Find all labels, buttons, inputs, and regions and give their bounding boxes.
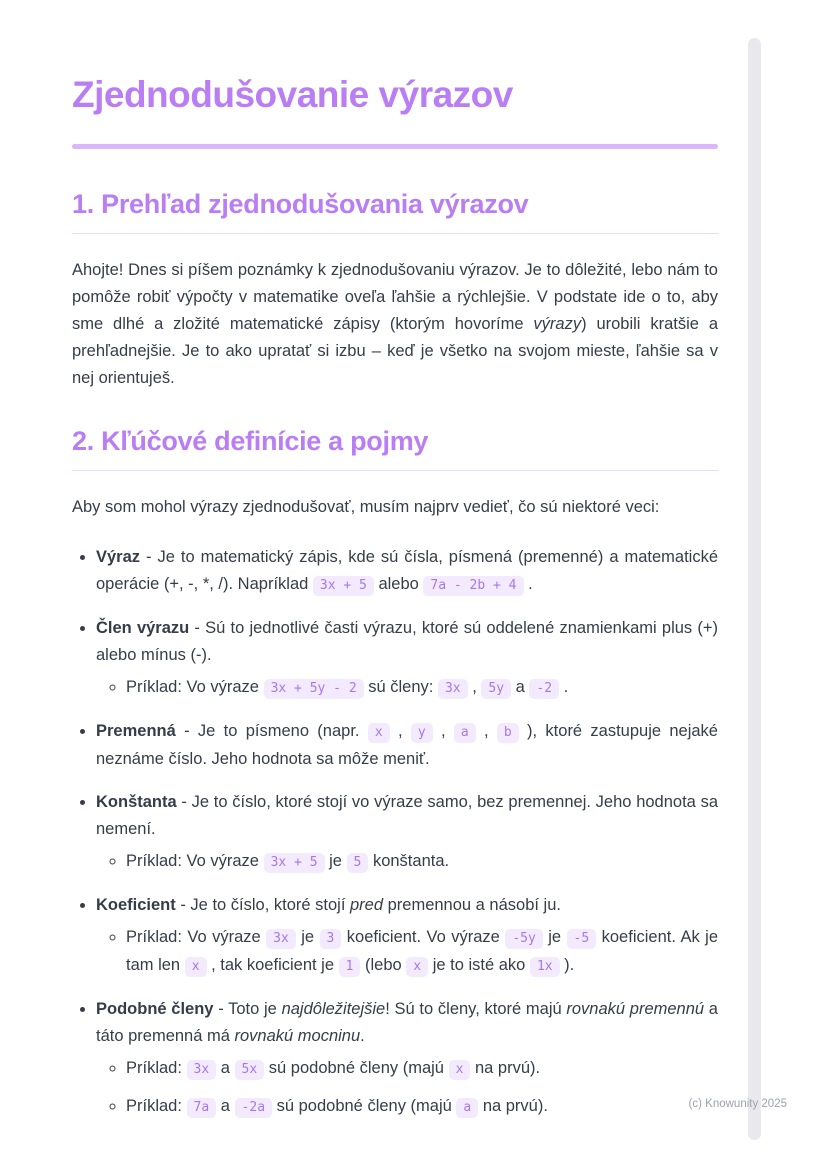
definition-text: Konštanta - Je to číslo, ktoré stojí vo výraze samo, bez premennej. Jeho hodnota sa nemení.	[96, 792, 718, 838]
page-title: Zjednodušovanie výrazov	[72, 74, 513, 115]
definition-text: Koeficient - Je to číslo, ktoré stojí pred premennou a násobí ju.	[96, 895, 561, 914]
inline-code-chip: a	[456, 1098, 478, 1118]
inline-code-chip: x	[368, 723, 390, 743]
inline-code-chip: x	[185, 957, 207, 977]
definition-text: Premenná - Je to písmeno (napr. x , y , a , b ), ktoré zastupuje nejaké neznáme číslo. Jeho hodnota sa môže meniť.	[96, 721, 718, 768]
example-sublist	[96, 1055, 718, 1121]
inline-code-chip: 3x + 5y - 2	[264, 679, 364, 699]
inline-code-chip: 3x + 5	[264, 853, 325, 873]
definition-item-konstanta	[96, 789, 718, 876]
definition-item-koeficient	[96, 892, 718, 980]
inline-code-chip: -5	[567, 929, 597, 949]
inline-code-chip: 3x	[187, 1060, 217, 1080]
document-content	[72, 74, 718, 1121]
definition-text: Podobné členy - Toto je najdôležitejšie! Sú to členy, ktoré majú rovnakú premennú a táto premenná má rovnakú mocninu.	[96, 999, 718, 1045]
inline-code-chip: 7a - 2b + 4	[423, 576, 523, 596]
section-2-heading: 2. Kľúčové definície a pojmy	[72, 426, 718, 471]
definition-text: Výraz - Je to matematický zápis, kde sú čísla, písmená (premenné) a matematické operácie (+, -, *, /). Napríklad 3x + 5 alebo 7a - 2b + 4 .	[96, 548, 718, 593]
inline-code-chip: 7a	[187, 1098, 217, 1118]
inline-code-chip: 3x + 5	[313, 576, 374, 596]
inline-code-chip: 3x	[266, 929, 296, 949]
example-item	[126, 848, 718, 876]
inline-code-chip: -2	[529, 679, 559, 699]
example-text: Príklad: 7a a -2a sú podobné členy (majú a na prvú).	[126, 1097, 548, 1115]
definition-item-vyraz	[96, 544, 718, 599]
definition-item-premenna	[96, 718, 718, 773]
inline-code-chip: -5y	[505, 929, 542, 949]
example-sublist	[96, 674, 718, 702]
example-item	[126, 1093, 718, 1121]
example-item	[126, 1055, 718, 1083]
example-text: Príklad: Vo výraze 3x + 5 je 5 konštanta.	[126, 852, 449, 870]
footer-credit: (c) Knowunity 2025	[688, 1098, 787, 1110]
inline-code-chip: 1x	[530, 957, 560, 977]
section-1-heading: 1. Prehľad zjednodušovania výrazov	[72, 189, 718, 234]
definition-item-clen-vyrazu	[96, 615, 718, 702]
definitions-list	[72, 544, 718, 1121]
inline-code-chip: 5	[347, 853, 369, 873]
inline-code-chip: a	[454, 723, 476, 743]
inline-code-chip: 5x	[235, 1060, 265, 1080]
inline-code-chip: y	[411, 723, 433, 743]
inline-code-chip: 3x	[438, 679, 468, 699]
scrollbar-track[interactable]	[748, 38, 761, 1140]
inline-code-chip: 1	[339, 957, 361, 977]
inline-code-chip: 3	[320, 929, 342, 949]
inline-code-chip: 5y	[481, 679, 511, 699]
definition-item-podobne-cleny	[96, 996, 718, 1121]
example-text: Príklad: Vo výraze 3x + 5y - 2 sú členy: 3x , 5y a -2 .	[126, 678, 568, 696]
section-definitions	[72, 426, 718, 1121]
section-1-paragraph: Ahojte! Dnes si píšem poznámky k zjednodušovaniu výrazov. Je to dôležité, lebo nám to pomôže robiť výpočty v matematike oveľa ľahšie a rýchlejšie. V podstate ide o to, aby sme dlhé a zložité matematické zápisy (ktorým hovoríme výrazy) urobili kratšie a prehľadnejšie. Je to ako upratať si izbu – keď je všetko na svojom mieste, ľahšie sa v nej orientuješ.	[72, 260, 718, 387]
section-overview	[72, 189, 718, 392]
title-divider	[72, 144, 718, 149]
section-2-intro: Aby som mohol výrazy zjednodušovať, musím najprv vedieť, čo sú niektoré veci:	[72, 497, 660, 516]
inline-code-chip: x	[406, 957, 428, 977]
inline-code-chip: -2a	[235, 1098, 272, 1118]
definition-text: Člen výrazu - Sú to jednotlivé časti výrazu, ktoré sú oddelené znamienkami plus (+) alebo mínus (-).	[96, 618, 718, 664]
example-text: Príklad: Vo výraze 3x je 3 koeficient. Vo výraze -5y je -5 koeficient. Ak je tam len x , tak koeficient je 1 (lebo x je to isté ako 1x ).	[126, 928, 718, 974]
inline-code-chip: b	[497, 723, 519, 743]
example-sublist	[96, 924, 718, 980]
example-sublist	[96, 848, 718, 876]
example-item	[126, 924, 718, 980]
inline-code-chip: x	[449, 1060, 471, 1080]
example-item	[126, 674, 718, 702]
example-text: Príklad: 3x a 5x sú podobné členy (majú x na prvú).	[126, 1059, 540, 1077]
